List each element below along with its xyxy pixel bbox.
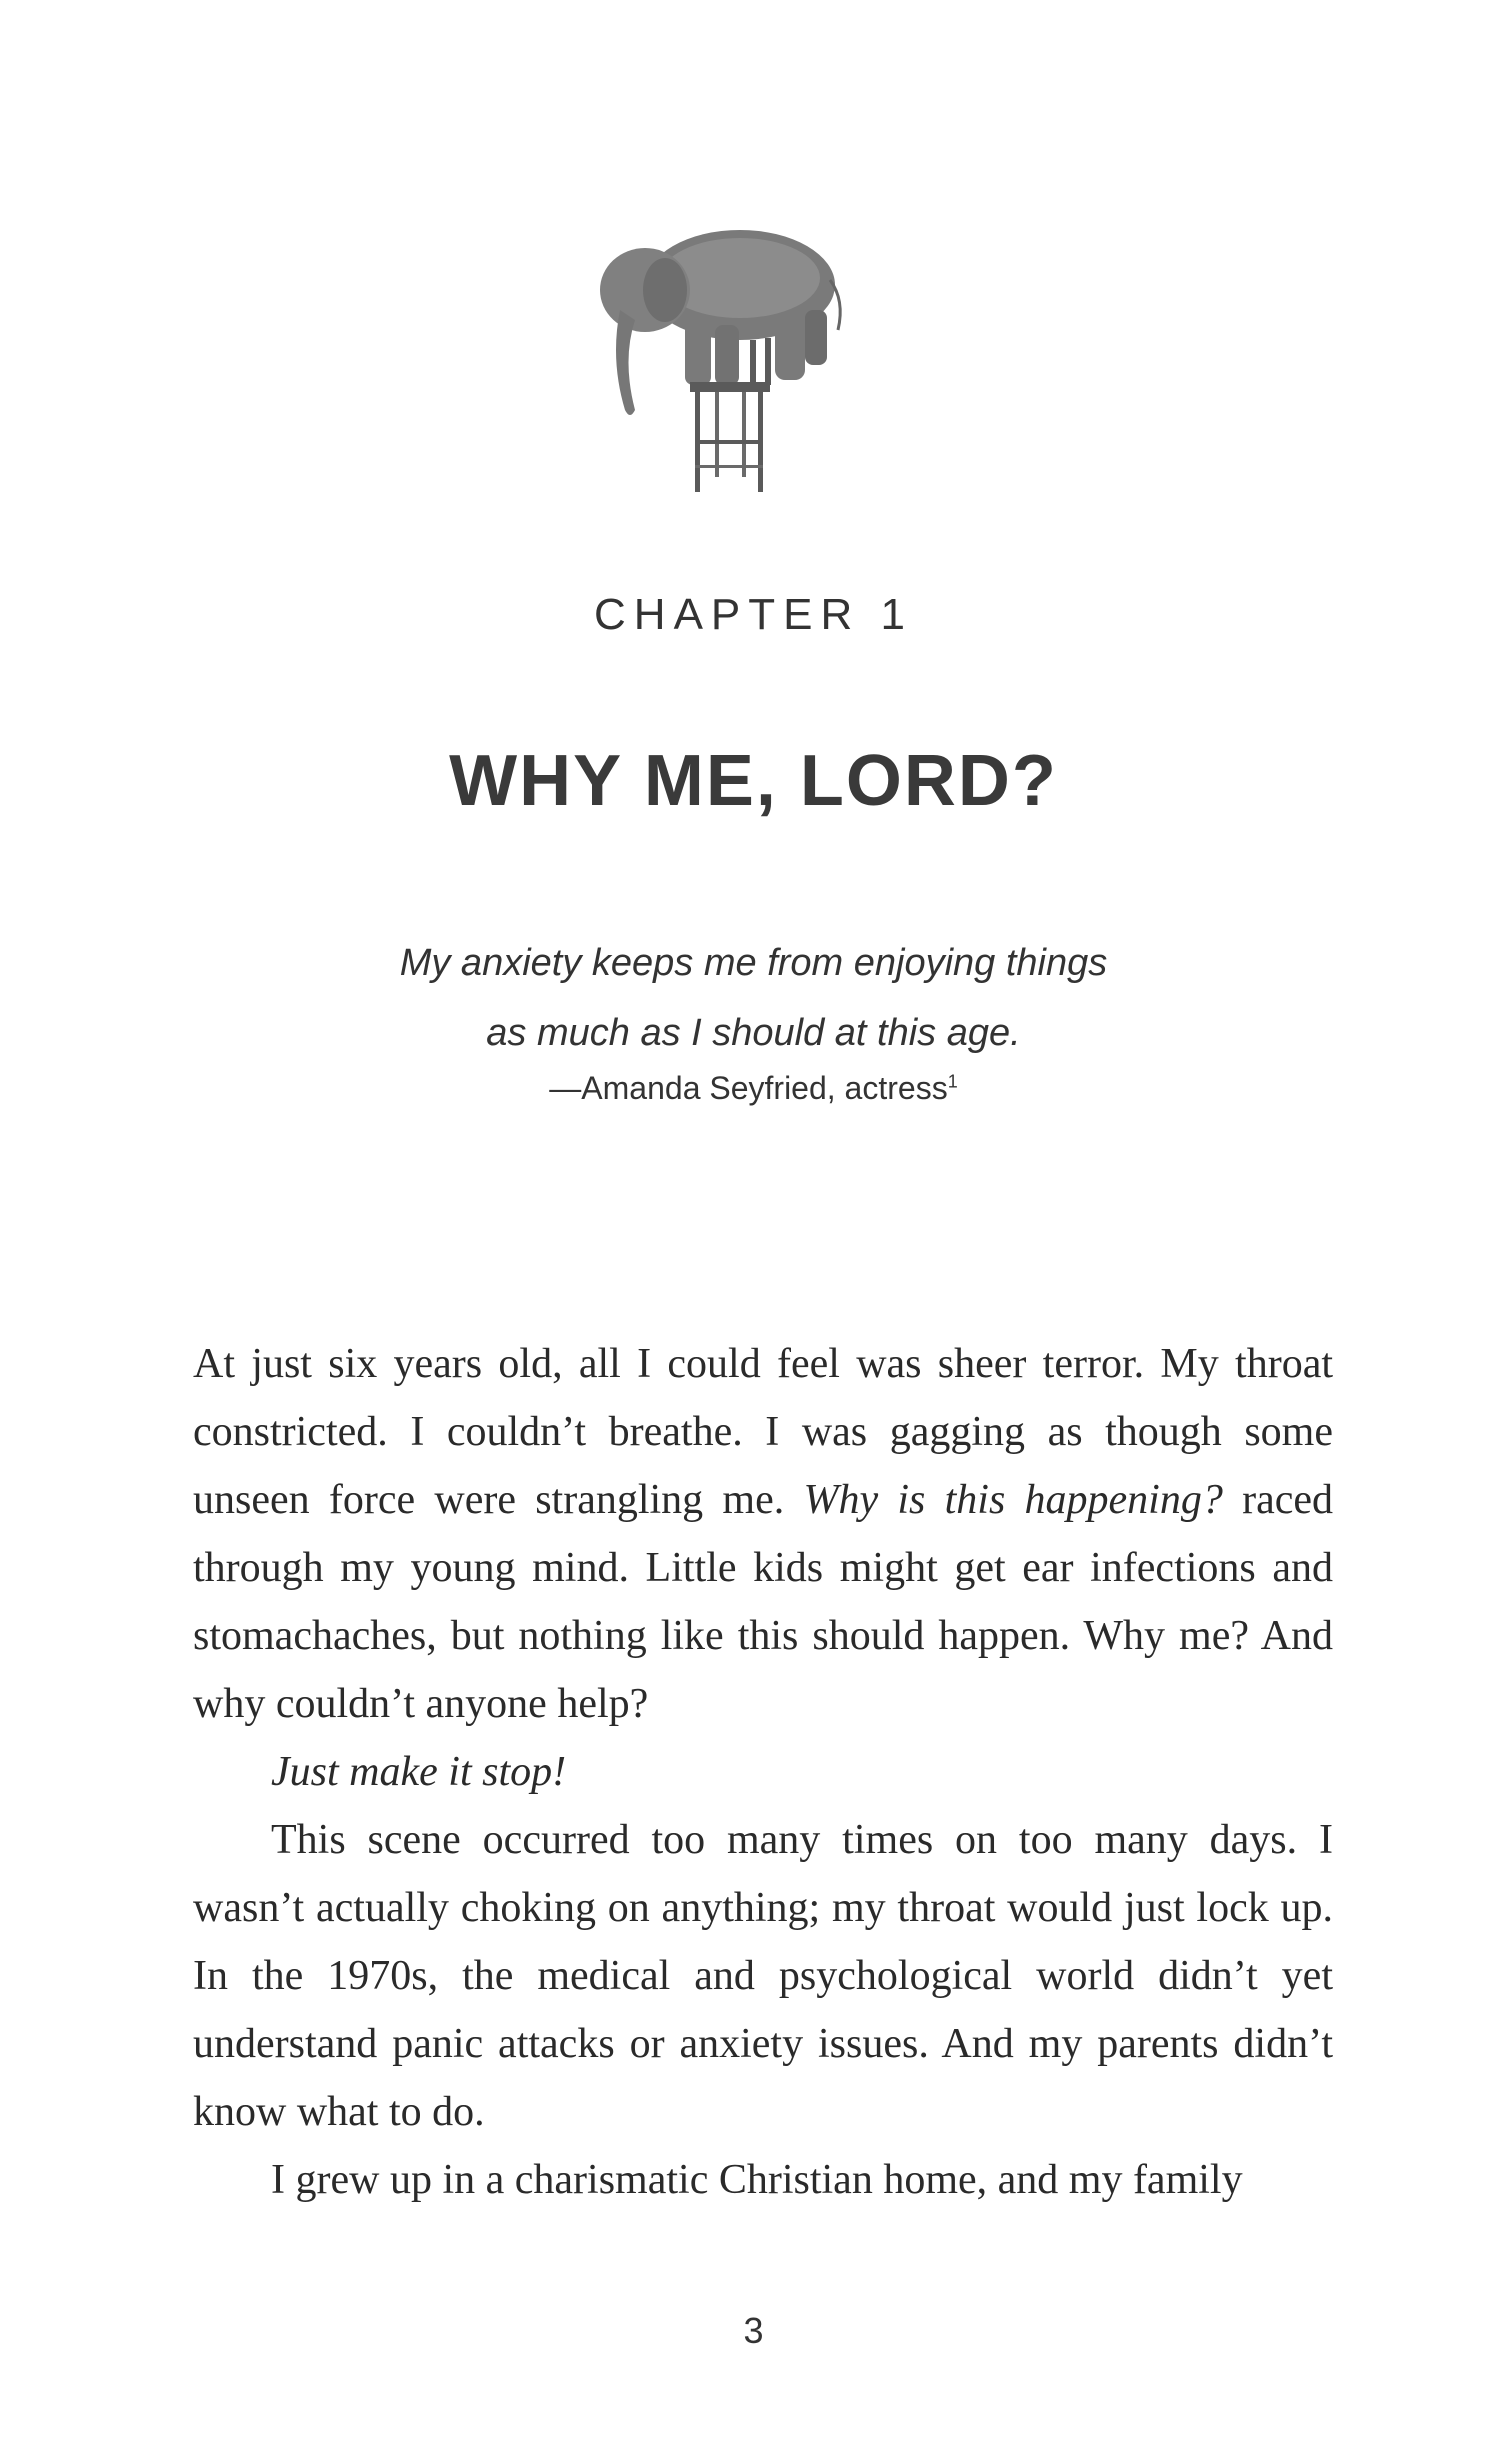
epigraph-line-1: My anxiety keeps me from enjoying things [399,942,1108,984]
elephant-on-chair-icon [590,220,850,500]
paragraph-2 [193,1738,1333,1806]
attribution-text: —Amanda Seyfried, actress [549,1070,948,1106]
paragraph-2-italic: Just make it stop! [271,1749,567,1795]
epigraph-line-2: as much as I should at this age. [486,1012,1021,1054]
epigraph-attribution [0,1070,1507,1107]
paragraph-4: I grew up in a charismatic Christian home, and my family [271,2157,1243,2203]
footnote-marker: 1 [947,1071,958,1092]
paragraph-1-part-2: raced through my young mind. Little kids might get ear infections and stomachaches, but nothing like this should happen. Why me? And why couldn’t anyone help? [193,1477,1333,1727]
paragraph-3: This scene occurred too many times on too many days. I wasn’t actually choking on anything; my throat would just lock up. In the 1970s, the medical and psychological world didn’t yet understand panic attacks or anxiety issues. And my parents didn’t know what to do. [193,1817,1333,2135]
paragraph-1 [193,1330,1333,1738]
epigraph-quote [0,928,1507,1068]
page-number: 3 [743,2310,764,2351]
chapter-title: WHY ME, LORD? [449,741,1058,821]
paragraph-1-italic: Why is this happening? [803,1477,1223,1523]
body-text [193,1330,1333,2214]
paragraph-1-part-1: At just six years old, all I could feel was sheer terror. My throat constricted. I couldn’t breathe. I was gagging as though some unseen force were strangling me. [193,1341,1333,1523]
chapter-label: CHAPTER 1 [594,590,913,639]
